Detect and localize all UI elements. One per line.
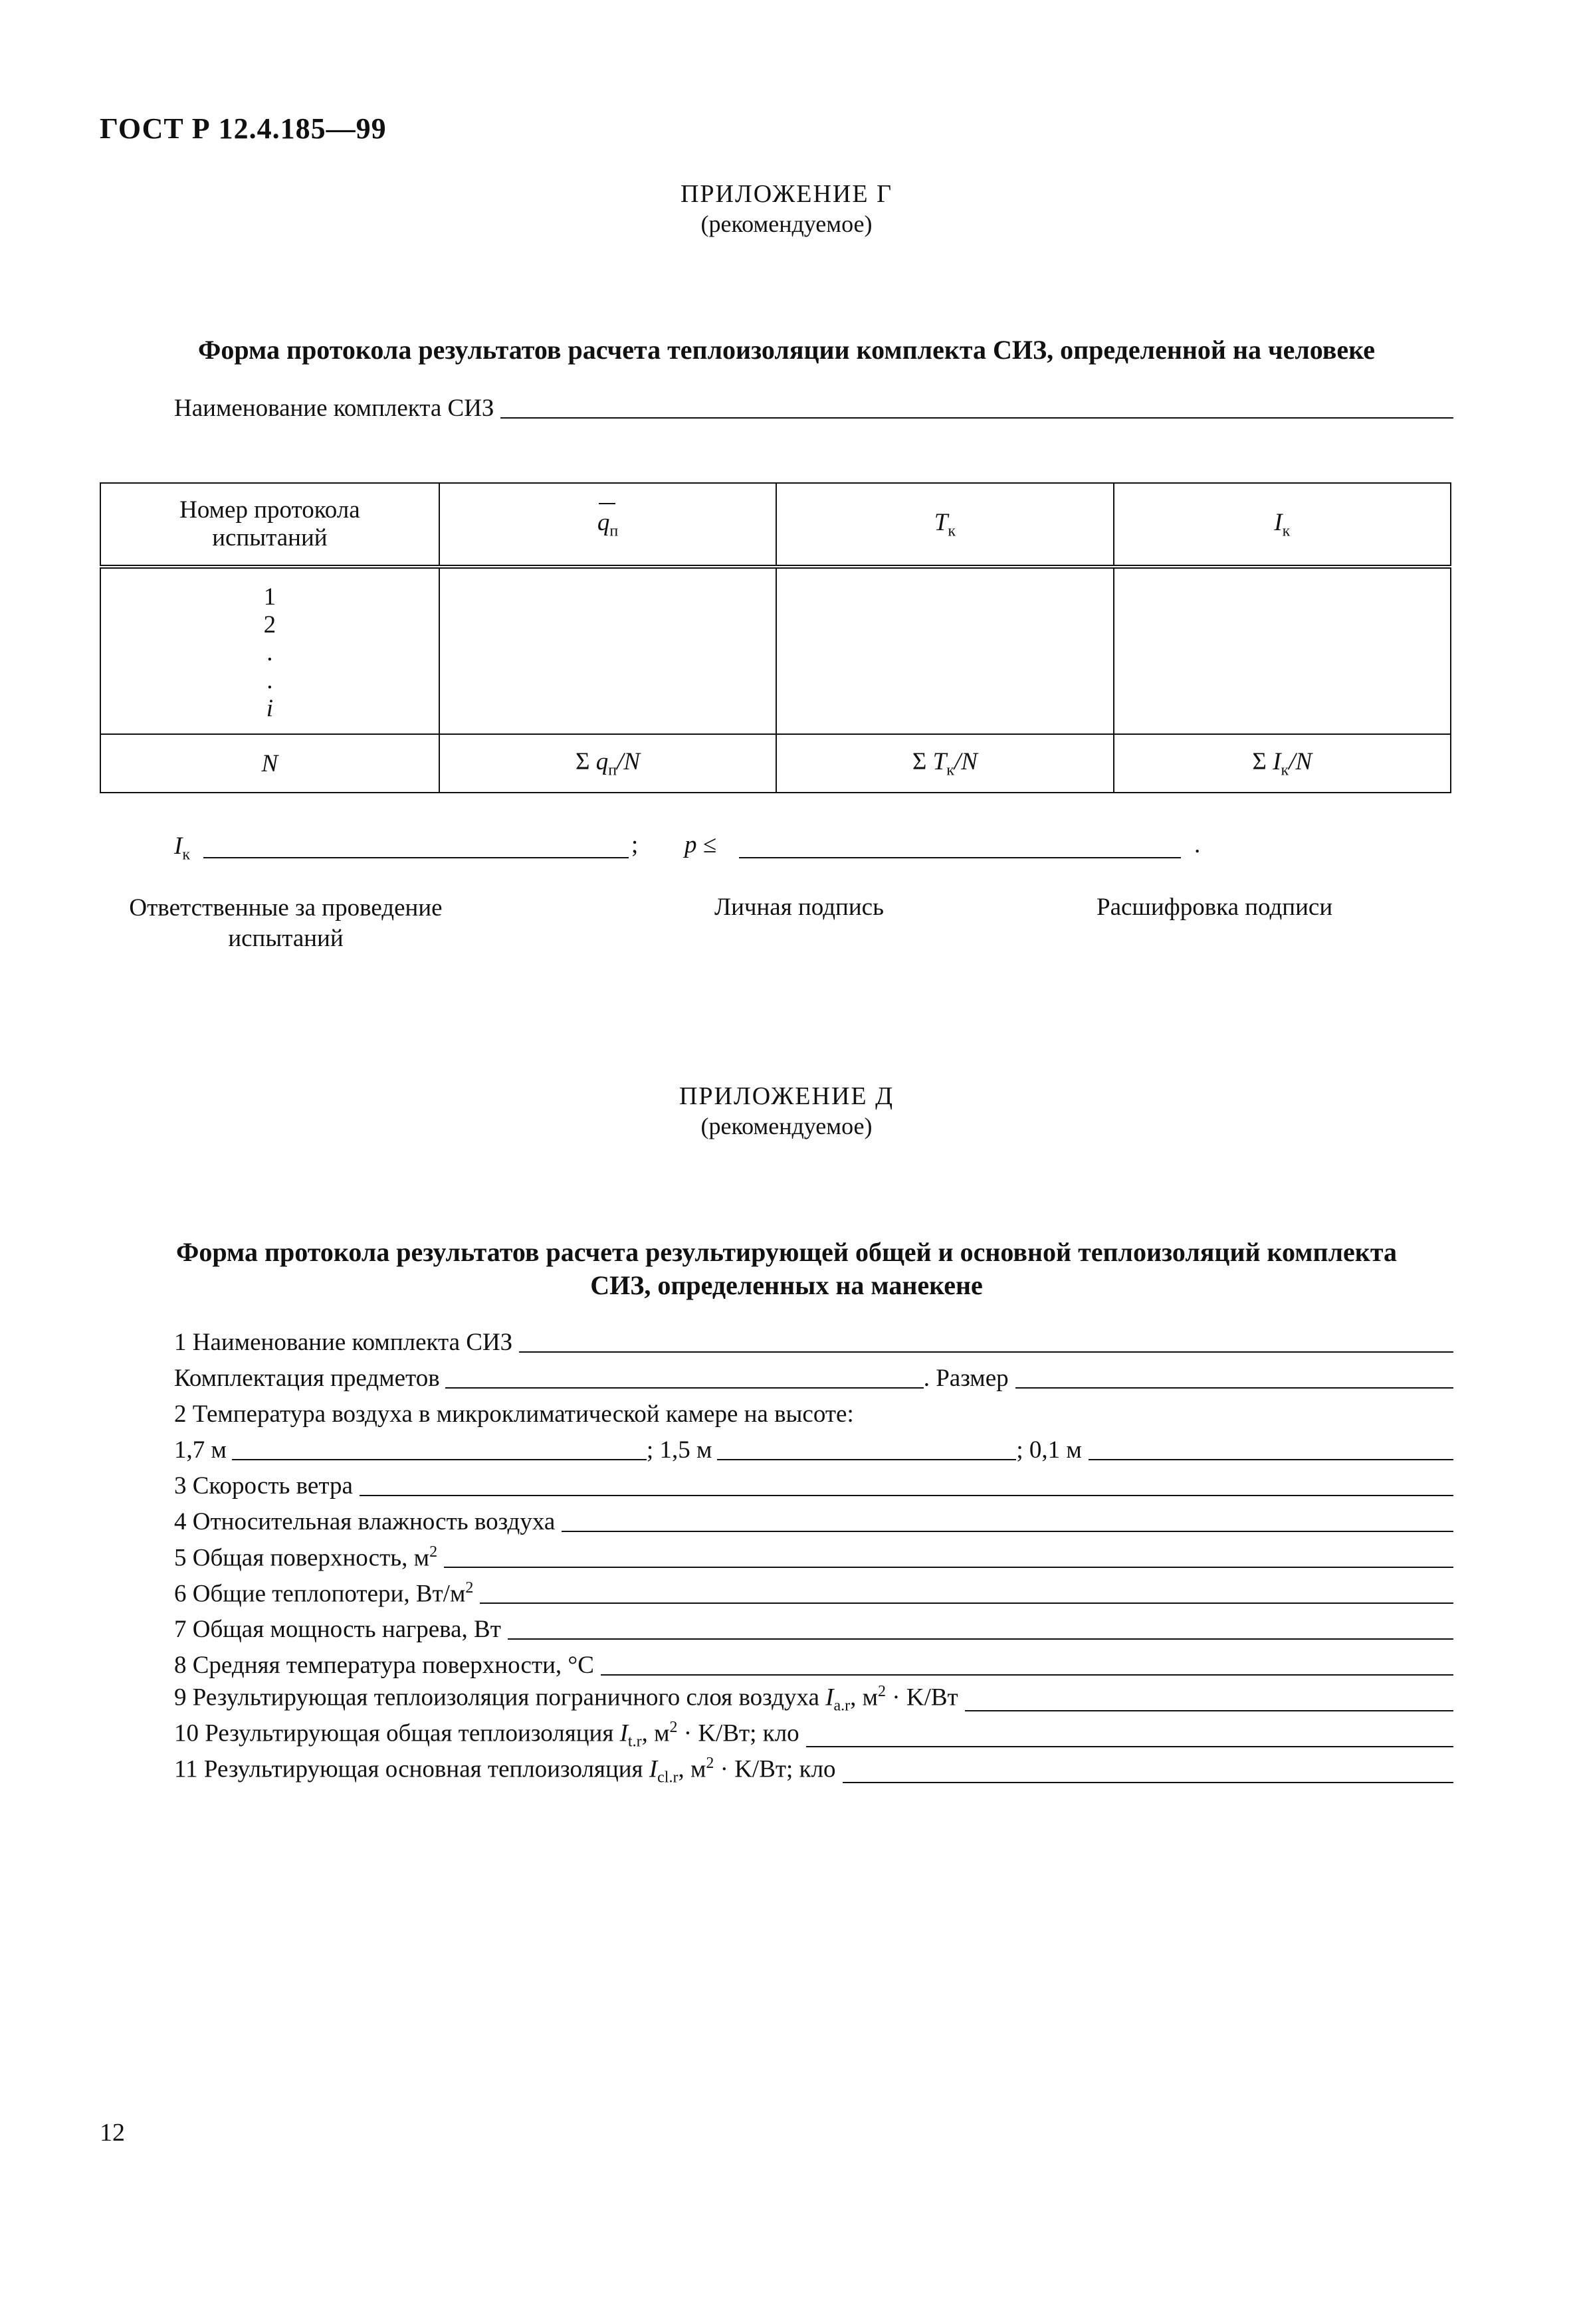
p-label: p ≤ (684, 831, 717, 858)
semicolon: ; (631, 831, 639, 858)
basic-insulation-input[interactable] (843, 1762, 1453, 1783)
field-surface-temp: 8 Средняя температура поверхности, °С (174, 1649, 1453, 1680)
field-air-temp-heights: 1,7 м ; 1,5 м ; 0,1 м (174, 1434, 1453, 1464)
ik-result-field[interactable] (203, 834, 629, 858)
heat-loss-input[interactable] (480, 1583, 1453, 1604)
temp-0-1m-input[interactable] (1089, 1439, 1453, 1460)
field-heating-power: 7 Общая мощность нагрева, Вт (174, 1613, 1453, 1644)
qp-values-cell[interactable] (439, 567, 776, 734)
temp-1-7m-input[interactable] (232, 1439, 647, 1460)
surface-temp-input[interactable] (601, 1654, 1453, 1676)
table-footer-row (100, 734, 1451, 793)
kit-name-field[interactable] (500, 397, 1453, 419)
footer-n: N (100, 734, 439, 793)
row-number: i (266, 695, 274, 722)
field-heat-loss: 6 Общие теплопотери, $Вт/м^2$ (174, 1577, 1453, 1608)
row-number: 2 (263, 611, 276, 638)
kit-name-input[interactable] (519, 1331, 1453, 1353)
boundary-insulation-input[interactable] (965, 1690, 1453, 1711)
header-protocol-number: Номер протокола испытаний (100, 483, 439, 567)
appendix-d-title: ПРИЛОЖЕНИЕ Д (679, 1082, 894, 1110)
total-insulation-input[interactable] (806, 1726, 1453, 1747)
decoding-label: Расшифровка подписи (1097, 894, 1333, 921)
row-number: . (266, 639, 273, 666)
heating-power-input[interactable] (508, 1618, 1453, 1640)
footer-sum-ik: Σ $I_к/N$ (1114, 734, 1451, 793)
footer-sum-qp: Σ $q_п/N$ (439, 734, 776, 793)
appendix-g-note: (рекомендуемое) (700, 211, 873, 237)
responsible-label: Ответственные за проведение испытаний (129, 894, 443, 952)
tk-values-cell[interactable] (776, 567, 1113, 734)
field-kit-name: 1 Наименование комплекта СИЗ (174, 1326, 1453, 1357)
period: . (1194, 831, 1201, 858)
row-numbers-cell (100, 567, 439, 734)
field-wind-speed: 3 Скорость ветра (174, 1470, 1453, 1500)
document-code: ГОСТ Р 12.4.185—99 (100, 112, 387, 145)
field-basic-insulation: 11 Результирующая основная теплоизоляция $I_{cl.r}$, $м^2 \cdot K/Вт$; кло (174, 1757, 1453, 1787)
header-ik: $I_к$ (1114, 483, 1451, 567)
field-humidity: 4 Относительная влажность воздуха (174, 1505, 1453, 1536)
size-input[interactable] (1015, 1367, 1453, 1389)
page-number: 12 (100, 2119, 125, 2147)
kit-name-label: Наименование комплекта СИЗ (174, 395, 494, 422)
footer-sum-tk: Σ $T_к/N$ (776, 734, 1113, 793)
appendix-g-form-title: Форма протокола результатов расчета теплоизоляции комплекта СИЗ, определенной на человеке (198, 335, 1375, 365)
appendix-d-form-title: Форма протокола результатов расчета результирующей общей и основной теплоизоляций комплекта СИЗ, определенных на манекене (176, 1237, 1397, 1300)
humidity-input[interactable] (562, 1511, 1453, 1532)
table-header-row (100, 483, 1451, 567)
protocol-table (100, 482, 1451, 793)
appendix-g-title: ПРИЛОЖЕНИЕ Г (680, 180, 893, 208)
p-value-field[interactable] (739, 834, 1181, 858)
temp-1-5m-input[interactable] (717, 1439, 1016, 1460)
field-total-insulation: 10 Результирующая общая теплоизоляция $I_{t.r}$, $м^2 \cdot K/Вт$; кло (174, 1721, 1453, 1751)
surface-input[interactable] (444, 1547, 1453, 1568)
kit-name-row (174, 392, 1453, 423)
header-tk: $T_к$ (776, 483, 1113, 567)
field-air-temp: 2 Температура воздуха в микроклиматической камере на высоте: (174, 1401, 854, 1428)
ik-result-label: $I_к$ (174, 832, 190, 864)
signature-label: Личная подпись (714, 894, 884, 921)
appendix-d-note: (рекомендуемое) (700, 1113, 873, 1139)
kit-composition-input[interactable] (445, 1367, 924, 1389)
row-number: . (266, 667, 273, 694)
ik-values-cell[interactable] (1114, 567, 1451, 734)
row-number: 1 (263, 583, 276, 611)
header-qp: $q_п$ (439, 483, 776, 567)
wind-speed-input[interactable] (360, 1475, 1453, 1496)
field-kit-composition: Комплектация предметов . Размер (174, 1362, 1453, 1393)
table-row (100, 567, 1451, 734)
field-surface: 5 Общая поверхность, $м^2$ (174, 1541, 1453, 1572)
field-boundary-insulation: 9 Результирующая теплоизоляция пограничного слоя воздуха $I_{a.r}$, $м^2 \cdot K/Вт$ (174, 1685, 1453, 1715)
